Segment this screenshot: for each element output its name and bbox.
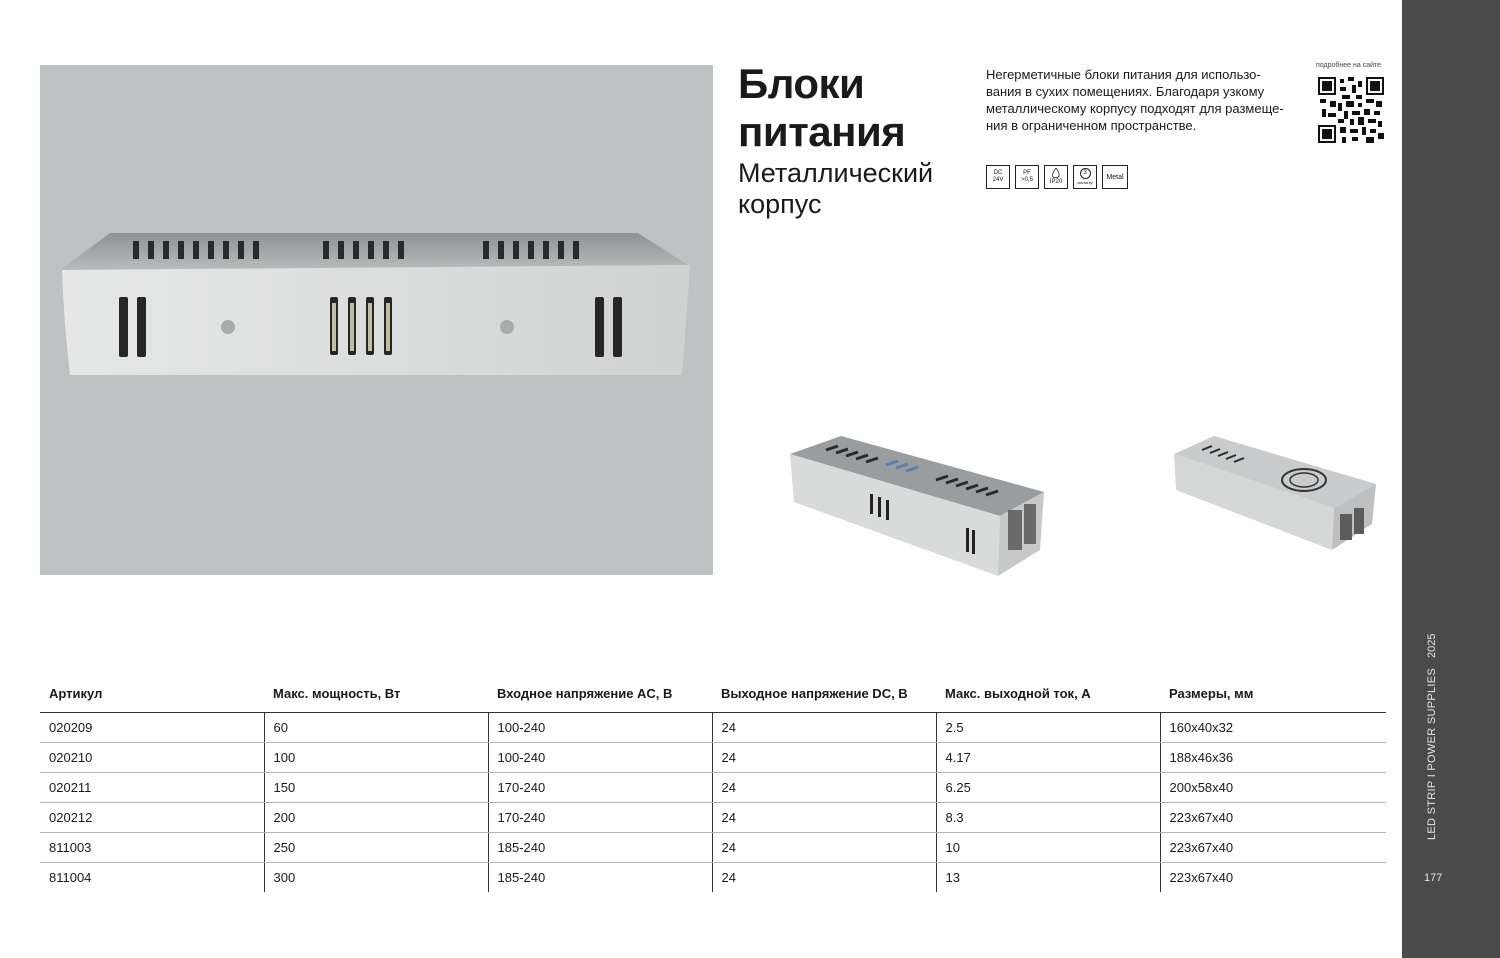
cell-dimensions: 223x67x40	[1160, 863, 1386, 893]
metal-badge: Metal	[1102, 165, 1128, 189]
spec-table	[40, 674, 1386, 892]
page-sidebar	[1402, 0, 1500, 958]
subtitle-line-2: корпус	[738, 189, 822, 219]
cell-output-voltage: 24	[712, 833, 936, 863]
page-title	[738, 60, 905, 156]
description-line: ния в ограниченном пространстве.	[986, 118, 1197, 133]
table-row	[40, 743, 1386, 773]
table-row	[40, 803, 1386, 833]
col-header-output-voltage: Выходное напряжение DC, В	[712, 674, 936, 713]
cell-article: 020211	[40, 773, 264, 803]
cell-current: 8.3	[936, 803, 1160, 833]
section-label: LED STRIP I POWER SUPPLIES	[1426, 667, 1438, 840]
hero-product-photo	[40, 65, 713, 575]
table-row	[40, 863, 1386, 893]
cell-current: 2.5	[936, 713, 1160, 743]
col-header-current: Макс. выходной ток, А	[936, 674, 1160, 713]
water-drop-icon	[1051, 168, 1061, 179]
cell-output-voltage: 24	[712, 743, 936, 773]
cell-power: 200	[264, 803, 488, 833]
cell-current: 13	[936, 863, 1160, 893]
cell-article: 811003	[40, 833, 264, 863]
cell-input-voltage: 100-240	[488, 743, 712, 773]
table-row	[40, 833, 1386, 863]
cell-power: 250	[264, 833, 488, 863]
cell-current: 10	[936, 833, 1160, 863]
cell-dimensions: 223x67x40	[1160, 833, 1386, 863]
cell-output-voltage: 24	[712, 803, 936, 833]
col-header-power: Макс. мощность, Вт	[264, 674, 488, 713]
cell-input-voltage: 185-240	[488, 833, 712, 863]
cell-output-voltage: 24	[712, 863, 936, 893]
cell-output-voltage: 24	[712, 773, 936, 803]
col-header-input-voltage: Входное напряжение AC, В	[488, 674, 712, 713]
cell-article: 811004	[49, 870, 92, 885]
title-line-1: Блоки	[738, 60, 865, 107]
catalog-year: 2025	[1426, 633, 1438, 658]
subtitle-line-1: Металлический	[738, 158, 934, 188]
warranty-circle-icon: 3	[1080, 168, 1091, 179]
feature-badges	[986, 165, 1128, 189]
cell-article: 020210	[40, 743, 264, 773]
cell-current: 4.17	[936, 743, 1160, 773]
table-row	[40, 713, 1386, 743]
cell-power: 60	[264, 713, 488, 743]
cell-article: 020209	[40, 713, 264, 743]
col-header-article: Артикул	[40, 674, 264, 713]
description-line: Негерметичные блоки питания для использо-	[986, 67, 1261, 82]
qr-code-icon[interactable]	[1318, 77, 1384, 143]
power-supply-fan-image	[1172, 432, 1382, 562]
product-description	[986, 66, 1306, 134]
page-number: 177	[1424, 872, 1443, 884]
dc-24v-badge: DC 24V	[986, 165, 1010, 189]
description-line: вания в сухих помещениях. Благодаря узкому	[986, 84, 1265, 99]
cell-input-voltage: 170-240	[488, 773, 712, 803]
cell-power: 100	[264, 743, 488, 773]
table-header-row	[40, 674, 1386, 713]
power-factor-badge: PF >0,5	[1015, 165, 1039, 189]
cell-power: 300	[264, 863, 488, 893]
qr-caption: подробнее на сайте	[1316, 62, 1382, 69]
description-line: металлическому корпусу подходят для размеще-	[986, 101, 1284, 116]
power-supply-front-image	[40, 65, 713, 575]
cell-output-voltage: 24	[712, 713, 936, 743]
warranty-badge: 3 warranty	[1073, 165, 1097, 189]
cell-input-voltage: 100-240	[488, 713, 712, 743]
ip20-badge: IP20	[1044, 165, 1068, 189]
cell-article: 020212	[40, 803, 264, 833]
cell-input-voltage: 170-240	[488, 803, 712, 833]
cell-current: 6.25	[936, 773, 1160, 803]
power-supply-angled-image	[786, 432, 1046, 642]
table-row	[40, 773, 1386, 803]
cell-dimensions: 200x58x40	[1160, 773, 1386, 803]
col-header-dimensions: Размеры, мм	[1160, 674, 1386, 713]
cell-dimensions: 223x67x40	[1160, 803, 1386, 833]
cell-dimensions: 188x46x36	[1160, 743, 1386, 773]
title-line-2: питания	[738, 108, 906, 155]
page-subtitle	[738, 158, 933, 220]
cell-power: 150	[264, 773, 488, 803]
cell-input-voltage: 185-240	[488, 863, 712, 893]
cell-dimensions: 160x40x32	[1160, 713, 1386, 743]
